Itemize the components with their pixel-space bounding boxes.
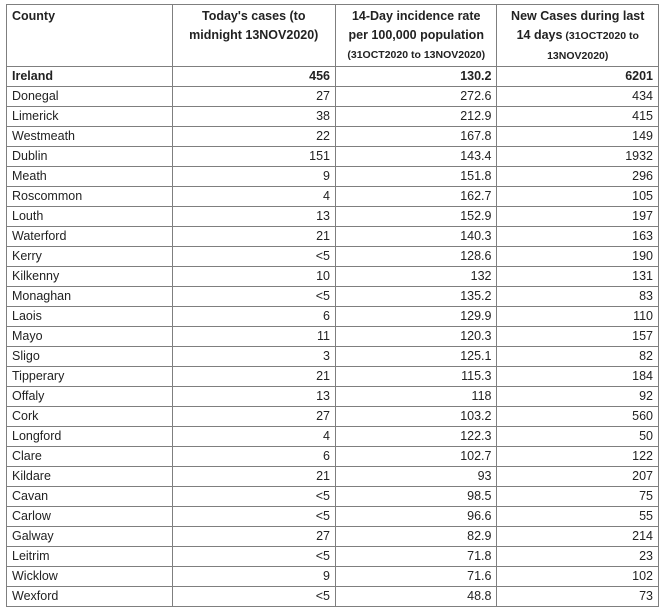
incidence-rate-cell: 132 xyxy=(336,267,497,287)
header-new-line1: New Cases during last xyxy=(511,9,645,23)
county-cell: Limerick xyxy=(7,107,173,127)
new-cases-cell: 6201 xyxy=(497,67,659,87)
incidence-rate-cell: 82.9 xyxy=(336,527,497,547)
new-cases-cell: 197 xyxy=(497,207,659,227)
incidence-rate-cell: 102.7 xyxy=(336,447,497,467)
today-cases-cell: 13 xyxy=(172,387,336,407)
incidence-rate-cell: 103.2 xyxy=(336,407,497,427)
today-cases-cell: <5 xyxy=(172,547,336,567)
incidence-rate-cell: 71.8 xyxy=(336,547,497,567)
new-cases-cell: 105 xyxy=(497,187,659,207)
incidence-rate-cell: 140.3 xyxy=(336,227,497,247)
header-county-label: County xyxy=(12,9,56,23)
county-cell: Louth xyxy=(7,207,173,227)
today-cases-cell: <5 xyxy=(172,287,336,307)
new-cases-cell: 560 xyxy=(497,407,659,427)
incidence-rate-cell: 120.3 xyxy=(336,327,497,347)
table-row xyxy=(7,587,659,607)
today-cases-cell: 6 xyxy=(172,307,336,327)
table-row xyxy=(7,427,659,447)
today-cases-cell: 4 xyxy=(172,427,336,447)
table-row xyxy=(7,267,659,287)
incidence-rate-cell: 129.9 xyxy=(336,307,497,327)
incidence-rate-cell: 93 xyxy=(336,467,497,487)
county-cell: Meath xyxy=(7,167,173,187)
county-cell: Cork xyxy=(7,407,173,427)
table-row xyxy=(7,487,659,507)
county-cell: Tipperary xyxy=(7,367,173,387)
today-cases-cell: 9 xyxy=(172,167,336,187)
county-cell: Carlow xyxy=(7,507,173,527)
incidence-rate-cell: 152.9 xyxy=(336,207,497,227)
today-cases-cell: 27 xyxy=(172,527,336,547)
new-cases-cell: 73 xyxy=(497,587,659,607)
new-cases-cell: 149 xyxy=(497,127,659,147)
county-cell: Kildare xyxy=(7,467,173,487)
table-row xyxy=(7,227,659,247)
incidence-rate-cell: 135.2 xyxy=(336,287,497,307)
today-cases-cell: 13 xyxy=(172,207,336,227)
incidence-rate-cell: 167.8 xyxy=(336,127,497,147)
today-cases-cell: 456 xyxy=(172,67,336,87)
county-cell: Roscommon xyxy=(7,187,173,207)
table-row xyxy=(7,207,659,227)
today-cases-cell: 22 xyxy=(172,127,336,147)
header-new-line2: 14 days xyxy=(516,28,563,42)
header-county xyxy=(7,5,173,67)
today-cases-cell: 151 xyxy=(172,147,336,167)
new-cases-cell: 190 xyxy=(497,247,659,267)
new-cases-cell: 163 xyxy=(497,227,659,247)
table-row xyxy=(7,387,659,407)
header-rate-line2: per 100,000 population xyxy=(348,28,484,42)
table-row xyxy=(7,447,659,467)
new-cases-cell: 415 xyxy=(497,107,659,127)
county-cell: Ireland xyxy=(7,67,173,87)
header-todays-cases xyxy=(172,5,336,67)
incidence-rate-cell: 115.3 xyxy=(336,367,497,387)
new-cases-cell: 55 xyxy=(497,507,659,527)
new-cases-cell: 184 xyxy=(497,367,659,387)
table-row xyxy=(7,167,659,187)
incidence-rate-cell: 151.8 xyxy=(336,167,497,187)
incidence-rate-cell: 143.4 xyxy=(336,147,497,167)
today-cases-cell: 27 xyxy=(172,407,336,427)
table-row xyxy=(7,567,659,587)
today-cases-cell: 6 xyxy=(172,447,336,467)
header-rate-line3: (31OCT2020 to 13NOV2020) xyxy=(347,49,486,61)
county-cell: Laois xyxy=(7,307,173,327)
table-row xyxy=(7,187,659,207)
table-row xyxy=(7,467,659,487)
today-cases-cell: 27 xyxy=(172,87,336,107)
table-row xyxy=(7,527,659,547)
county-cell: Waterford xyxy=(7,227,173,247)
table-row xyxy=(7,247,659,267)
county-cell: Monaghan xyxy=(7,287,173,307)
new-cases-cell: 110 xyxy=(497,307,659,327)
today-cases-cell: <5 xyxy=(172,587,336,607)
header-incidence-rate xyxy=(336,5,497,67)
county-cell: Wicklow xyxy=(7,567,173,587)
incidence-rate-cell: 128.6 xyxy=(336,247,497,267)
new-cases-cell: 1932 xyxy=(497,147,659,167)
county-cell: Mayo xyxy=(7,327,173,347)
table-row xyxy=(7,87,659,107)
today-cases-cell: 4 xyxy=(172,187,336,207)
today-cases-cell: 9 xyxy=(172,567,336,587)
county-cell: Longford xyxy=(7,427,173,447)
new-cases-cell: 50 xyxy=(497,427,659,447)
header-today-line2: midnight 13NOV2020) xyxy=(189,28,319,42)
incidence-rate-cell: 71.6 xyxy=(336,567,497,587)
new-cases-cell: 122 xyxy=(497,447,659,467)
today-cases-cell: 10 xyxy=(172,267,336,287)
table-row xyxy=(7,407,659,427)
today-cases-cell: 21 xyxy=(172,467,336,487)
county-cell: Kilkenny xyxy=(7,267,173,287)
today-cases-cell: <5 xyxy=(172,507,336,527)
county-cell: Dublin xyxy=(7,147,173,167)
incidence-rate-cell: 96.6 xyxy=(336,507,497,527)
county-cell: Offaly xyxy=(7,387,173,407)
new-cases-cell: 102 xyxy=(497,567,659,587)
county-cell: Leitrim xyxy=(7,547,173,567)
new-cases-cell: 207 xyxy=(497,467,659,487)
table-row xyxy=(7,147,659,167)
today-cases-cell: <5 xyxy=(172,487,336,507)
incidence-rate-cell: 98.5 xyxy=(336,487,497,507)
county-cell: Clare xyxy=(7,447,173,467)
new-cases-cell: 296 xyxy=(497,167,659,187)
incidence-rate-cell: 212.9 xyxy=(336,107,497,127)
table-row xyxy=(7,67,659,87)
today-cases-cell: 38 xyxy=(172,107,336,127)
table-row xyxy=(7,347,659,367)
new-cases-cell: 75 xyxy=(497,487,659,507)
new-cases-cell: 131 xyxy=(497,267,659,287)
header-new-line3: 13NOV2020) xyxy=(547,50,609,62)
today-cases-cell: 11 xyxy=(172,327,336,347)
table-row xyxy=(7,287,659,307)
new-cases-cell: 83 xyxy=(497,287,659,307)
incidence-rate-cell: 162.7 xyxy=(336,187,497,207)
table-row xyxy=(7,327,659,347)
table-row xyxy=(7,127,659,147)
table-body xyxy=(7,67,659,607)
county-cell: Sligo xyxy=(7,347,173,367)
new-cases-cell: 92 xyxy=(497,387,659,407)
county-cell: Galway xyxy=(7,527,173,547)
table-row xyxy=(7,107,659,127)
incidence-rate-cell: 118 xyxy=(336,387,497,407)
header-today-line1: Today's cases (to xyxy=(202,9,306,23)
header-new-cases xyxy=(497,5,659,67)
today-cases-cell: 3 xyxy=(172,347,336,367)
county-cases-table xyxy=(6,4,659,607)
table-row xyxy=(7,367,659,387)
county-cell: Westmeath xyxy=(7,127,173,147)
today-cases-cell: <5 xyxy=(172,247,336,267)
county-cell: Kerry xyxy=(7,247,173,267)
header-rate-line1: 14-Day incidence rate xyxy=(351,9,481,23)
table-row xyxy=(7,547,659,567)
new-cases-cell: 23 xyxy=(497,547,659,567)
today-cases-cell: 21 xyxy=(172,367,336,387)
county-cell: Wexford xyxy=(7,587,173,607)
incidence-rate-cell: 272.6 xyxy=(336,87,497,107)
new-cases-cell: 434 xyxy=(497,87,659,107)
incidence-rate-cell: 125.1 xyxy=(336,347,497,367)
header-new-line2-small: (31OCT2020 to xyxy=(562,30,639,42)
county-cell: Cavan xyxy=(7,487,173,507)
header-row xyxy=(7,5,659,67)
incidence-rate-cell: 130.2 xyxy=(336,67,497,87)
new-cases-cell: 214 xyxy=(497,527,659,547)
today-cases-cell: 21 xyxy=(172,227,336,247)
new-cases-cell: 157 xyxy=(497,327,659,347)
new-cases-cell: 82 xyxy=(497,347,659,367)
table-row xyxy=(7,507,659,527)
incidence-rate-cell: 122.3 xyxy=(336,427,497,447)
table-row xyxy=(7,307,659,327)
county-cell: Donegal xyxy=(7,87,173,107)
incidence-rate-cell: 48.8 xyxy=(336,587,497,607)
